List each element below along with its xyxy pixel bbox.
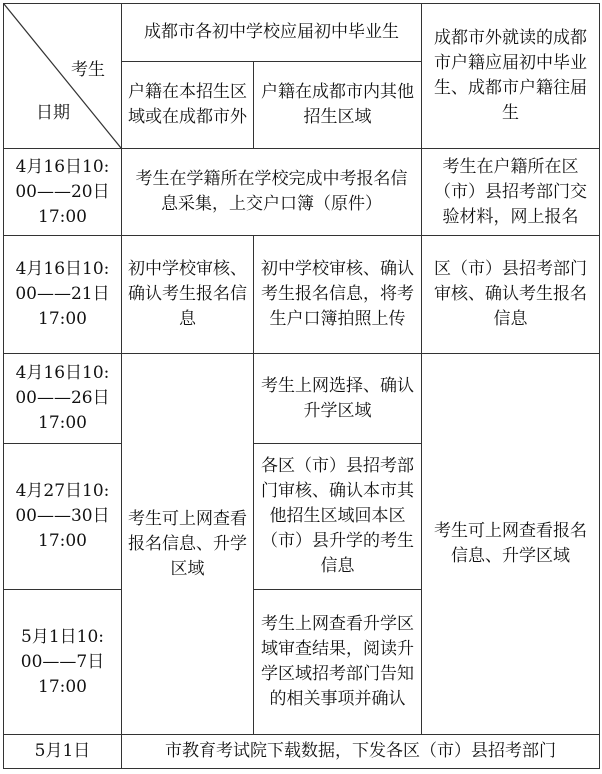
date-line: 00——21日 (15, 284, 110, 304)
date-line: 00——30日 (15, 506, 110, 526)
date-line: 4月16日10: (15, 156, 110, 177)
outside-step-cell: 区（市）县招考部门审核、确认考生报名信息 (422, 236, 600, 354)
date-line: 4月16日10: (15, 259, 110, 279)
row-axis-label: 日期 (36, 103, 70, 123)
date-line: 17:00 (38, 206, 87, 227)
other-step-cell: 考生上网查看升学区域审查结果，阅读升学区域招考部门告知的相关事项并确认 (254, 590, 422, 735)
outside-merged-step-cell: 考生可上网查看报名信息、升学区域 (422, 354, 600, 735)
schedule-row-2 (4, 236, 600, 354)
schedule-row-3 (4, 354, 600, 444)
header-row-1 (4, 4, 600, 62)
local-merged-step-cell: 考生可上网查看报名信息、升学区域 (122, 354, 254, 735)
date-cell: 5月1日 (4, 735, 122, 769)
outside-step-cell: 考生在户籍所在区（市）县招考部门交验材料，网上报名 (422, 149, 600, 236)
date-cell (4, 149, 122, 236)
date-line: 17:00 (38, 676, 87, 697)
column-axis-label: 考生 (71, 60, 105, 80)
date-cell (4, 236, 122, 354)
other-step-cell: 各区（市）县招考部门审核、确认本市其他招生区域回本区（市）县升学的考生信息 (254, 444, 422, 590)
registration-schedule-table (3, 3, 600, 769)
local-step-cell: 初中学校审核、确认考生报名信息 (122, 236, 254, 354)
all-columns-step-cell: 市教育考试院下载数据，下发各区（市）县招考部门 (122, 735, 600, 769)
date-cell (4, 444, 122, 590)
diagonal-header-cell (4, 4, 122, 149)
date-line: 4月16日10: (15, 363, 110, 383)
in-city-step-cell: 考生在学籍所在学校完成中考报名信息采集，上交户口簿（原件） (122, 149, 422, 236)
date-line: 5月1日10: (21, 626, 104, 647)
date-line: 00——7日 (20, 651, 105, 672)
date-cell (4, 590, 122, 735)
date-line: 17:00 (38, 531, 87, 551)
other-step-cell: 考生上网选择、确认升学区域 (254, 354, 422, 444)
schedule-sheet (3, 3, 599, 774)
schedule-row-6 (4, 735, 600, 769)
header-other-registry: 户籍在成都市内其他招生区域 (254, 62, 422, 149)
header-in-city-students: 成都市各初中学校应届初中毕业生 (122, 4, 422, 62)
header-local-registry: 户籍在本招生区域或在成都市外 (122, 62, 254, 149)
date-line: 17:00 (38, 413, 87, 433)
date-line: 00——26日 (15, 388, 110, 408)
date-cell (4, 354, 122, 444)
date-line: 4月27日10: (15, 481, 110, 501)
date-line: 17:00 (38, 309, 87, 329)
date-line: 00——20日 (15, 181, 110, 202)
header-outside-students: 成都市外就读的成都市户籍应届初中毕业生、成都市户籍往届生 (422, 4, 600, 149)
schedule-row-1 (4, 149, 600, 236)
other-step-cell: 初中学校审核、确认考生报名信息，将考生户口簿拍照上传 (254, 236, 422, 354)
